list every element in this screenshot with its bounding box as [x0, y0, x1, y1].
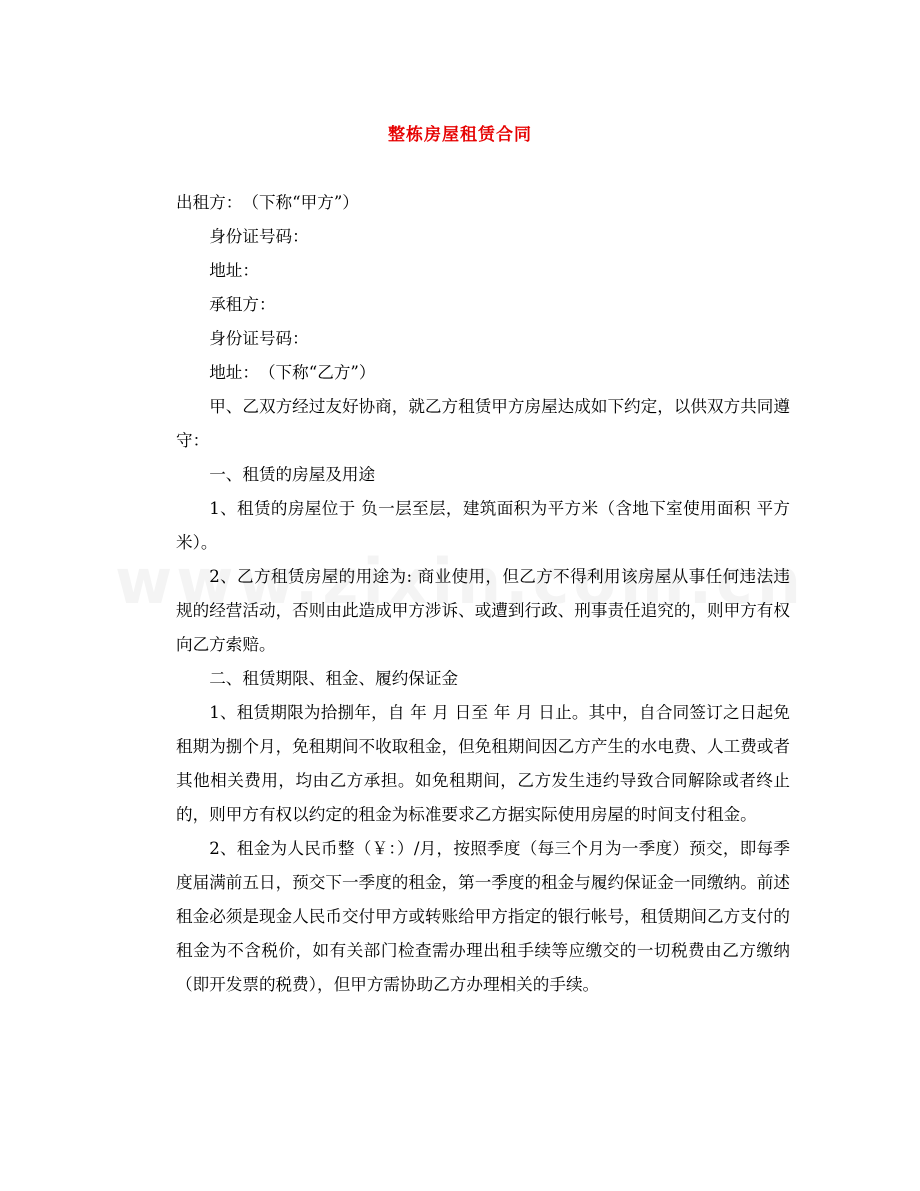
section2-item2: 2、租金为人民币整（￥：）/月，按照季度（每三个月为一季度）预交，即每季度届满前五日，预交下一季度的租金，第一季度的租金与履约保证金一同缴纳。前述租金必须是现金人民币交付甲方或转账给甲方指定的银行帐号，租赁期间乙方支付的租金为不含税价，如有关部门检查需办理出租手续等应缴交的一切税费由乙方缴纳（即开发票的税费），但甲方需协助乙方办理相关的手续。 — [176, 839, 790, 994]
document-title: 整栋房屋租赁合同 — [388, 125, 532, 145]
lessor-line: 出租方： （下称“甲方”） — [176, 193, 359, 212]
section1-heading: 一、租赁的房屋及用途 — [209, 465, 376, 484]
lessee-address-line: 地址： （下称“乙方”） — [209, 363, 376, 382]
lessor-address-line: 地址： — [209, 261, 259, 280]
preamble-paragraph: 甲、乙双方经过友好协商，就乙方租赁甲方房屋达成如下约定，以供双方共同遵守： — [176, 397, 790, 450]
lessee-id-line: 身份证号码： — [209, 329, 309, 348]
section1-item2: 2、乙方租赁房屋的用途为: 商业使用，但乙方不得利用该房屋从事任何违法违规的经营活动，否则由此造成甲方涉诉、或遭到行政、刑事责任追究的，则甲方有权向乙方索赔。 — [176, 567, 790, 654]
section2-heading: 二、租赁期限、租金、履约保证金 — [209, 669, 459, 688]
document-body — [176, 186, 790, 1002]
section1-item1: 1、租赁的房屋位于 负一层至层，建筑面积为平方米（含地下室使用面积 平方米）。 — [176, 499, 790, 552]
lessee-line: 承租方： — [209, 295, 276, 314]
lessor-id-line: 身份证号码： — [209, 227, 309, 246]
section2-item1: 1、租赁期限为拾捌年，自 年 月 日至 年 月 日止。其中，自合同签订之日起免租期为捌个月，免租期间不收取租金，但免租期间因乙方产生的水电费、人工费或者其他相关费用，均由乙方承担。如免租期间，乙方发生违约导致合同解除或者终止的，则甲方有权以约定的租金为标准要求乙方据实际使用房屋的时间支付租金。 — [176, 703, 790, 824]
